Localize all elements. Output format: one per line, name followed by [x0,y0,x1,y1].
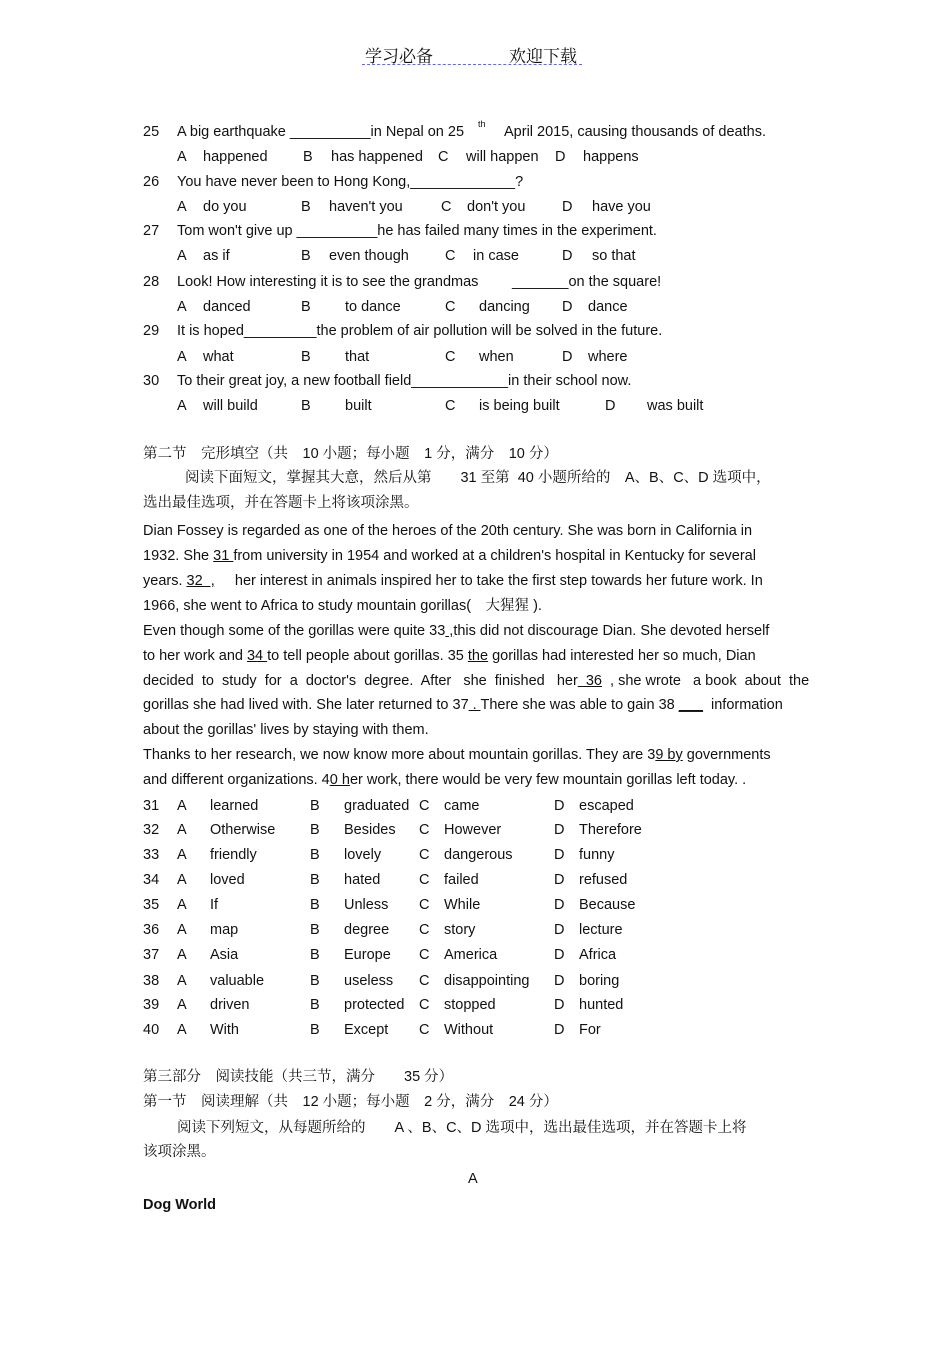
option-text: dangerous [444,847,513,863]
passage-line: to her work and 34 to tell people about gorillas. 35 the gorillas had interested her so much, Dian [143,648,756,664]
option-text: Europe [344,947,391,963]
option-text: lovely [344,847,382,863]
option-text: However [444,822,502,838]
option-letter: D [554,997,565,1013]
passage-line: Thanks to her research, we now know more about mountain gorillas. They are 39 by governments [143,747,771,763]
section-instructions: 阅读下面短文，掌握其大意，然后从第 31 至第 40 小题所给的 A、B、C、D 选项中， [185,470,771,486]
blank-36: 36 [577,673,602,689]
option-text: came [444,798,480,814]
option-letter: D [554,798,565,814]
option-text: graduated [344,798,410,814]
blank-37: . [468,697,481,713]
blank-32: 32 , [186,573,215,589]
question-number: 25 [143,124,160,140]
option-text: degree [344,922,390,938]
option-letter: B [310,947,320,963]
question-number: 26 [143,174,160,190]
option-text: disappointing [444,973,530,989]
option-text: have you [592,199,651,215]
option-letter: D [554,822,565,838]
option-text: America [444,947,498,963]
option-letter: C [419,922,430,938]
blank-35: the [467,648,489,664]
question-stem: You have never been to Hong Kong,_____________? [177,174,524,190]
option-text: happens [583,149,639,165]
passage-line: 1932. She 31 from university in 1954 and worked at a children's hospital in Kentucky for several [143,548,756,564]
option-letter: A [177,349,187,365]
question-stem: To their great joy, a new football field____________in their school now. [177,373,632,389]
option-letter: B [310,997,320,1013]
part-title: 第三部分 阅读技能（共三节，满分 35 分） [143,1069,454,1085]
option-text: Africa [579,947,617,963]
option-number: 33 [143,847,160,863]
option-number: 38 [143,973,160,989]
option-text: protected [344,997,405,1013]
option-text: dancing [479,299,530,315]
option-letter: B [310,798,320,814]
option-letter: A [177,973,187,989]
option-text: For [579,1022,601,1038]
option-letter: D [605,398,616,414]
option-letter: B [310,973,320,989]
passage-line: years. 32 , her interest in animals inspired her to take the first step towards her future work. In [143,573,763,589]
option-text: story [444,922,476,938]
question-number: 30 [143,373,160,389]
option-number: 39 [143,997,160,1013]
option-letter: C [419,822,430,838]
blank-34: 34 [246,648,268,664]
option-text: failed [444,872,479,888]
option-text: While [444,897,481,913]
option-text: driven [210,997,250,1013]
section-instructions-cont: 该项涂黑。 [143,1144,216,1160]
option-letter: D [554,973,565,989]
blank-31: 31 [213,548,234,564]
option-letter: B [301,349,311,365]
question-stem: A big earthquake __________in Nepal on 25 [177,124,465,140]
option-letter: C [445,299,456,315]
option-text: hunted [579,997,624,1013]
option-text: escaped [579,798,634,814]
option-text: where [588,349,628,365]
page-header [362,42,582,65]
option-number: 40 [143,1022,160,1038]
option-text: Except [344,1022,389,1038]
option-text: loved [210,872,245,888]
option-letter: C [445,349,456,365]
passage-line: about the gorillas' lives by staying with them. [143,722,429,738]
option-number: 32 [143,822,160,838]
superscript: th [478,119,486,129]
option-text: built [345,398,372,414]
option-letter: A [177,822,187,838]
option-letter: D [554,1022,565,1038]
option-letter: A [177,922,187,938]
option-letter: D [554,947,565,963]
header-right: 欢迎下载 [509,47,577,66]
option-letter: A [177,997,187,1013]
option-letter: B [310,822,320,838]
blank-39: 9 by [655,747,683,763]
option-letter: A [177,299,187,315]
question-number: 29 [143,323,160,339]
option-text: even though [329,248,409,264]
question-stem: It is hoped_________the problem of air pollution will be solved in the future. [177,323,663,339]
option-letter: D [555,149,566,165]
option-text: to dance [345,299,401,315]
passage-title: Dog World [143,1197,217,1213]
option-text: is being built [479,398,560,414]
option-letter: D [562,299,573,315]
option-text: haven't you [329,199,403,215]
option-letter: B [310,1022,320,1038]
option-text: do you [203,199,247,215]
option-letter: B [301,199,311,215]
section-title: 第二节 完形填空（共 10 小题；每小题 1 分，满分 10 分） [143,446,558,462]
section-instructions: 阅读下列短文，从每题所给的 A 、B、C、D 选项中，选出最佳选项，并在答题卡上将 [177,1120,747,1136]
option-letter: B [310,847,320,863]
header-left: 学习必备 [365,47,433,66]
option-text: hated [344,872,381,888]
option-text: so that [592,248,636,264]
option-text: valuable [210,973,265,989]
option-letter: D [562,199,573,215]
option-text: dance [588,299,628,315]
option-text: what [203,349,234,365]
option-number: 35 [143,897,160,913]
option-letter: D [562,349,573,365]
section-instructions-cont: 选出最佳选项，并在答题卡上将该项涂黑。 [143,495,419,511]
option-text: that [345,349,370,365]
passage-line: Dian Fossey is regarded as one of the heroes of the 20th century. She was born in California in [143,523,753,539]
option-letter: B [301,398,311,414]
blank-33: , [445,623,454,639]
option-letter: A [177,199,187,215]
question-stem-end: _______on the square! [512,274,662,290]
option-text: lecture [579,922,623,938]
option-letter: C [441,199,452,215]
option-text: Otherwise [210,822,276,838]
option-letter: C [419,872,430,888]
option-text: Unless [344,897,389,913]
option-letter: B [301,299,311,315]
option-text: has happened [331,149,423,165]
option-text: happened [203,149,268,165]
option-letter: D [554,872,565,888]
option-text: when [479,349,514,365]
option-text: With [210,1022,239,1038]
option-letter: D [554,897,565,913]
option-letter: B [310,897,320,913]
question-number: 27 [143,223,160,239]
option-text: Therefore [579,822,642,838]
option-text: learned [210,798,259,814]
option-letter: C [419,947,430,963]
question-stem: Tom won't give up __________he has failed many times in the experiment. [177,223,657,239]
question-stem: Look! How interesting it is to see the grandmas [177,274,479,290]
option-letter: C [445,398,456,414]
option-letter: C [419,847,430,863]
option-text: boring [579,973,620,989]
option-letter: A [177,872,187,888]
option-letter: A [177,1022,187,1038]
option-text: map [210,922,239,938]
option-letter: C [419,897,430,913]
option-text: Besides [344,822,396,838]
option-letter: B [303,149,313,165]
option-text: friendly [210,847,257,863]
option-letter: A [177,947,187,963]
option-text: stopped [444,997,496,1013]
option-text: in case [473,248,519,264]
option-letter: A [177,248,187,264]
option-letter: A [177,798,187,814]
option-letter: C [419,1022,430,1038]
option-number: 31 [143,798,160,814]
option-text: Because [579,897,636,913]
option-letter: B [310,872,320,888]
passage-letter: A [468,1171,478,1187]
option-text: funny [579,847,615,863]
passage-line: gorillas she had lived with. She later returned to 37 . There she was able to gain 38 ___ information [143,697,783,713]
option-letter: C [445,248,456,264]
section-title: 第一节 阅读理解（共 12 小题；每小题 2 分，满分 24 分） [143,1094,558,1110]
option-text: Asia [210,947,239,963]
option-letter: A [177,149,187,165]
option-letter: D [554,847,565,863]
option-letter: D [554,922,565,938]
option-text: will happen [466,149,539,165]
option-letter: C [419,973,430,989]
option-letter: A [177,897,187,913]
option-letter: C [438,149,449,165]
passage-line: and different organizations. 40 her work, there would be very few mountain gorillas left today. . [143,772,747,788]
option-letter: D [562,248,573,264]
option-text: If [210,897,219,913]
option-number: 37 [143,947,160,963]
option-number: 36 [143,922,160,938]
option-number: 34 [143,872,160,888]
option-letter: C [419,997,430,1013]
option-letter: A [177,398,187,414]
blank-38: ___ [678,697,703,713]
option-letter: B [310,922,320,938]
blank-40: 0 h [329,772,350,788]
option-text: as if [203,248,230,264]
option-text: useless [344,973,394,989]
option-text: will build [203,398,258,414]
option-text: don't you [467,199,526,215]
option-text: danced [203,299,251,315]
option-text: Without [444,1022,494,1038]
option-letter: B [301,248,311,264]
passage-line: 1966, she went to Africa to study mountain gorillas( 大猩猩 ). [143,598,542,614]
option-text: refused [579,872,628,888]
question-number: 28 [143,274,160,290]
option-letter: A [177,847,187,863]
option-text: was built [647,398,704,414]
question-stem-end: April 2015, causing thousands of deaths. [504,124,766,140]
passage-line: decided to study for a doctor's degree. After she finished her 36 , she wrote a book about the [143,673,810,689]
passage-line: Even though some of the gorillas were quite 33 ,this did not discourage Dian. She devoted herself [143,623,770,639]
option-letter: C [419,798,430,814]
